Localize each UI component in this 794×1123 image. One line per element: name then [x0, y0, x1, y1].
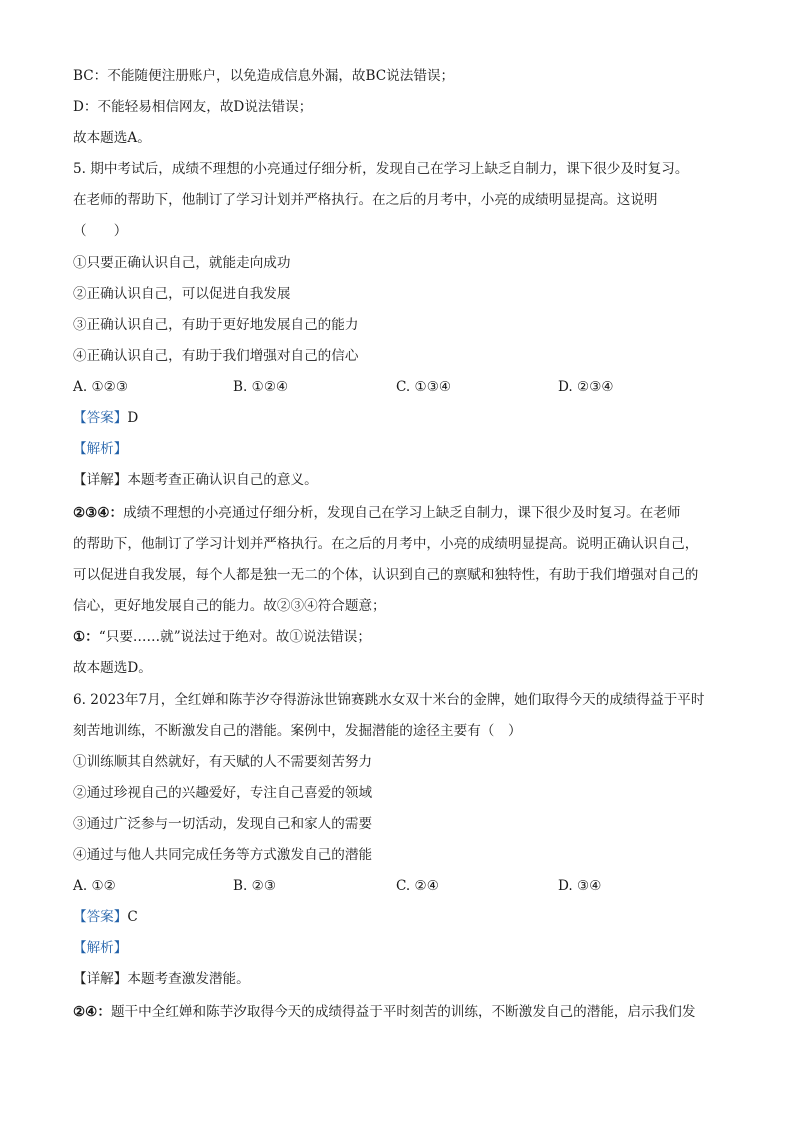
q5-wrong-body: “只要……就”说法过于绝对。故①说法错误；: [98, 629, 371, 645]
q5-option-d: D. ②③④: [558, 379, 614, 395]
q5-stem-line1: 5. 期中考试后，成绩不理想的小亮通过仔细分析，发现自己在学习上缺乏自制力，课下很少及时复习。: [73, 161, 689, 177]
q6-detail: [73, 969, 250, 989]
q5-conclusion: 故本题选D。: [73, 660, 152, 676]
q5-analysis: [73, 439, 127, 459]
q5-option-c: C. ①③④: [396, 379, 452, 395]
q6-explain-text1: 题干中全红婵和陈芋汐取得今天的成绩得益于平时刻苦的训练，不断激发自己的潜能，启示我们发: [110, 1004, 696, 1020]
q5-explain-text1: 成绩不理想的小亮通过仔细分析，发现自己在学习上缺乏自制力，课下很少及时复习。在老师: [123, 505, 681, 521]
q5-stem-blank: （ ）: [73, 223, 128, 239]
q6-statement-3: ③通过广泛参与一切活动，发现自己和家人的需要: [73, 816, 373, 832]
q6-explain-line1: [73, 1002, 696, 1022]
q6-option-a: A. ①②: [73, 878, 116, 894]
q5-statement-1: ①只要正确认识自己，就能走向成功: [73, 255, 291, 271]
q5-wrong-explanation: [73, 627, 371, 647]
q6-answer-value: C: [127, 909, 138, 925]
q5-answer-tag: 【答案】: [73, 410, 128, 426]
q5-detail-text: 本题考查正确认识自己的意义。: [127, 472, 318, 488]
q6-detail-text: 本题考查激发潜能。: [127, 971, 250, 987]
q5-stem-line2: 在老师的帮助下，他制订了学习计划并严格执行。在之后的月考中，小亮的成绩明显提高。这说明: [73, 192, 658, 208]
q6-stem-line2: 刻苦地训练，不断激发自己的潜能。案例中，发掘潜能的途径主要有（ ）: [73, 723, 522, 739]
q6-answer: [73, 907, 138, 927]
q5-answer: [73, 408, 138, 428]
q5-explain-line3: 可以促进自我发展，每个人都是独一无二的个体，认识到自己的禀赋和独特性，有助于我们增强对自己的: [73, 567, 699, 583]
q5-analysis-tag: 【解析】: [73, 441, 128, 457]
q4-bc-explanation: BC：不能随便注册账户，以免造成信息外漏，故BC说法错误；: [73, 68, 455, 84]
q5-detail-tag: 【详解】: [73, 472, 128, 488]
q5-explain-line2: 的帮助下，他制订了学习计划并严格执行。在之后的月考中，小亮的成绩明显提高。说明正确认识自己，: [73, 536, 699, 552]
q5-answer-value: D: [127, 410, 139, 426]
q6-statement-2: ②通过珍视自己的兴趣爱好，专注自己喜爱的领域: [73, 785, 373, 801]
q4-d-explanation: D：不能轻易相信网友，故D说法错误；: [73, 99, 313, 115]
q5-option-a: A. ①②③: [73, 379, 129, 395]
q5-explain-line4: 信心，更好地发展自己的能力。故②③④符合题意；: [73, 598, 386, 614]
q6-explain-head: ②④：: [73, 1004, 111, 1020]
q6-detail-tag: 【详解】: [73, 971, 128, 987]
q5-statement-2: ②正确认识自己，可以促进自我发展: [73, 286, 291, 302]
q5-statement-4: ④正确认识自己，有助于我们增强对自己的信心: [73, 348, 359, 364]
q5-statement-3: ③正确认识自己，有助于更好地发展自己的能力: [73, 317, 359, 333]
q5-explain-head: ②③④：: [73, 505, 124, 521]
q4-conclusion: 故本题选A。: [73, 130, 151, 146]
q5-explain-line1: [73, 503, 681, 523]
q6-statement-4: ④通过与他人共同完成任务等方式激发自己的潜能: [73, 847, 373, 863]
q6-analysis-tag: 【解析】: [73, 940, 128, 956]
q6-option-b: B. ②③: [233, 878, 277, 894]
q5-detail: [73, 470, 318, 490]
q5-wrong-head: ①：: [73, 629, 99, 645]
q6-stem-line1: 6. 2023年7月，全红婵和陈芋汐夺得游泳世锦赛跳水女双十米台的金牌，她们取得今天的成绩得益于平时: [73, 692, 705, 708]
q6-option-d: D. ③④: [558, 878, 602, 894]
q6-option-c: C. ②④: [396, 878, 439, 894]
q6-answer-tag: 【答案】: [73, 909, 128, 925]
q6-analysis: [73, 938, 127, 958]
q6-statement-1: ①训练顺其自然就好，有天赋的人不需要刻苦努力: [73, 754, 373, 770]
q5-option-b: B. ①②④: [233, 379, 289, 395]
